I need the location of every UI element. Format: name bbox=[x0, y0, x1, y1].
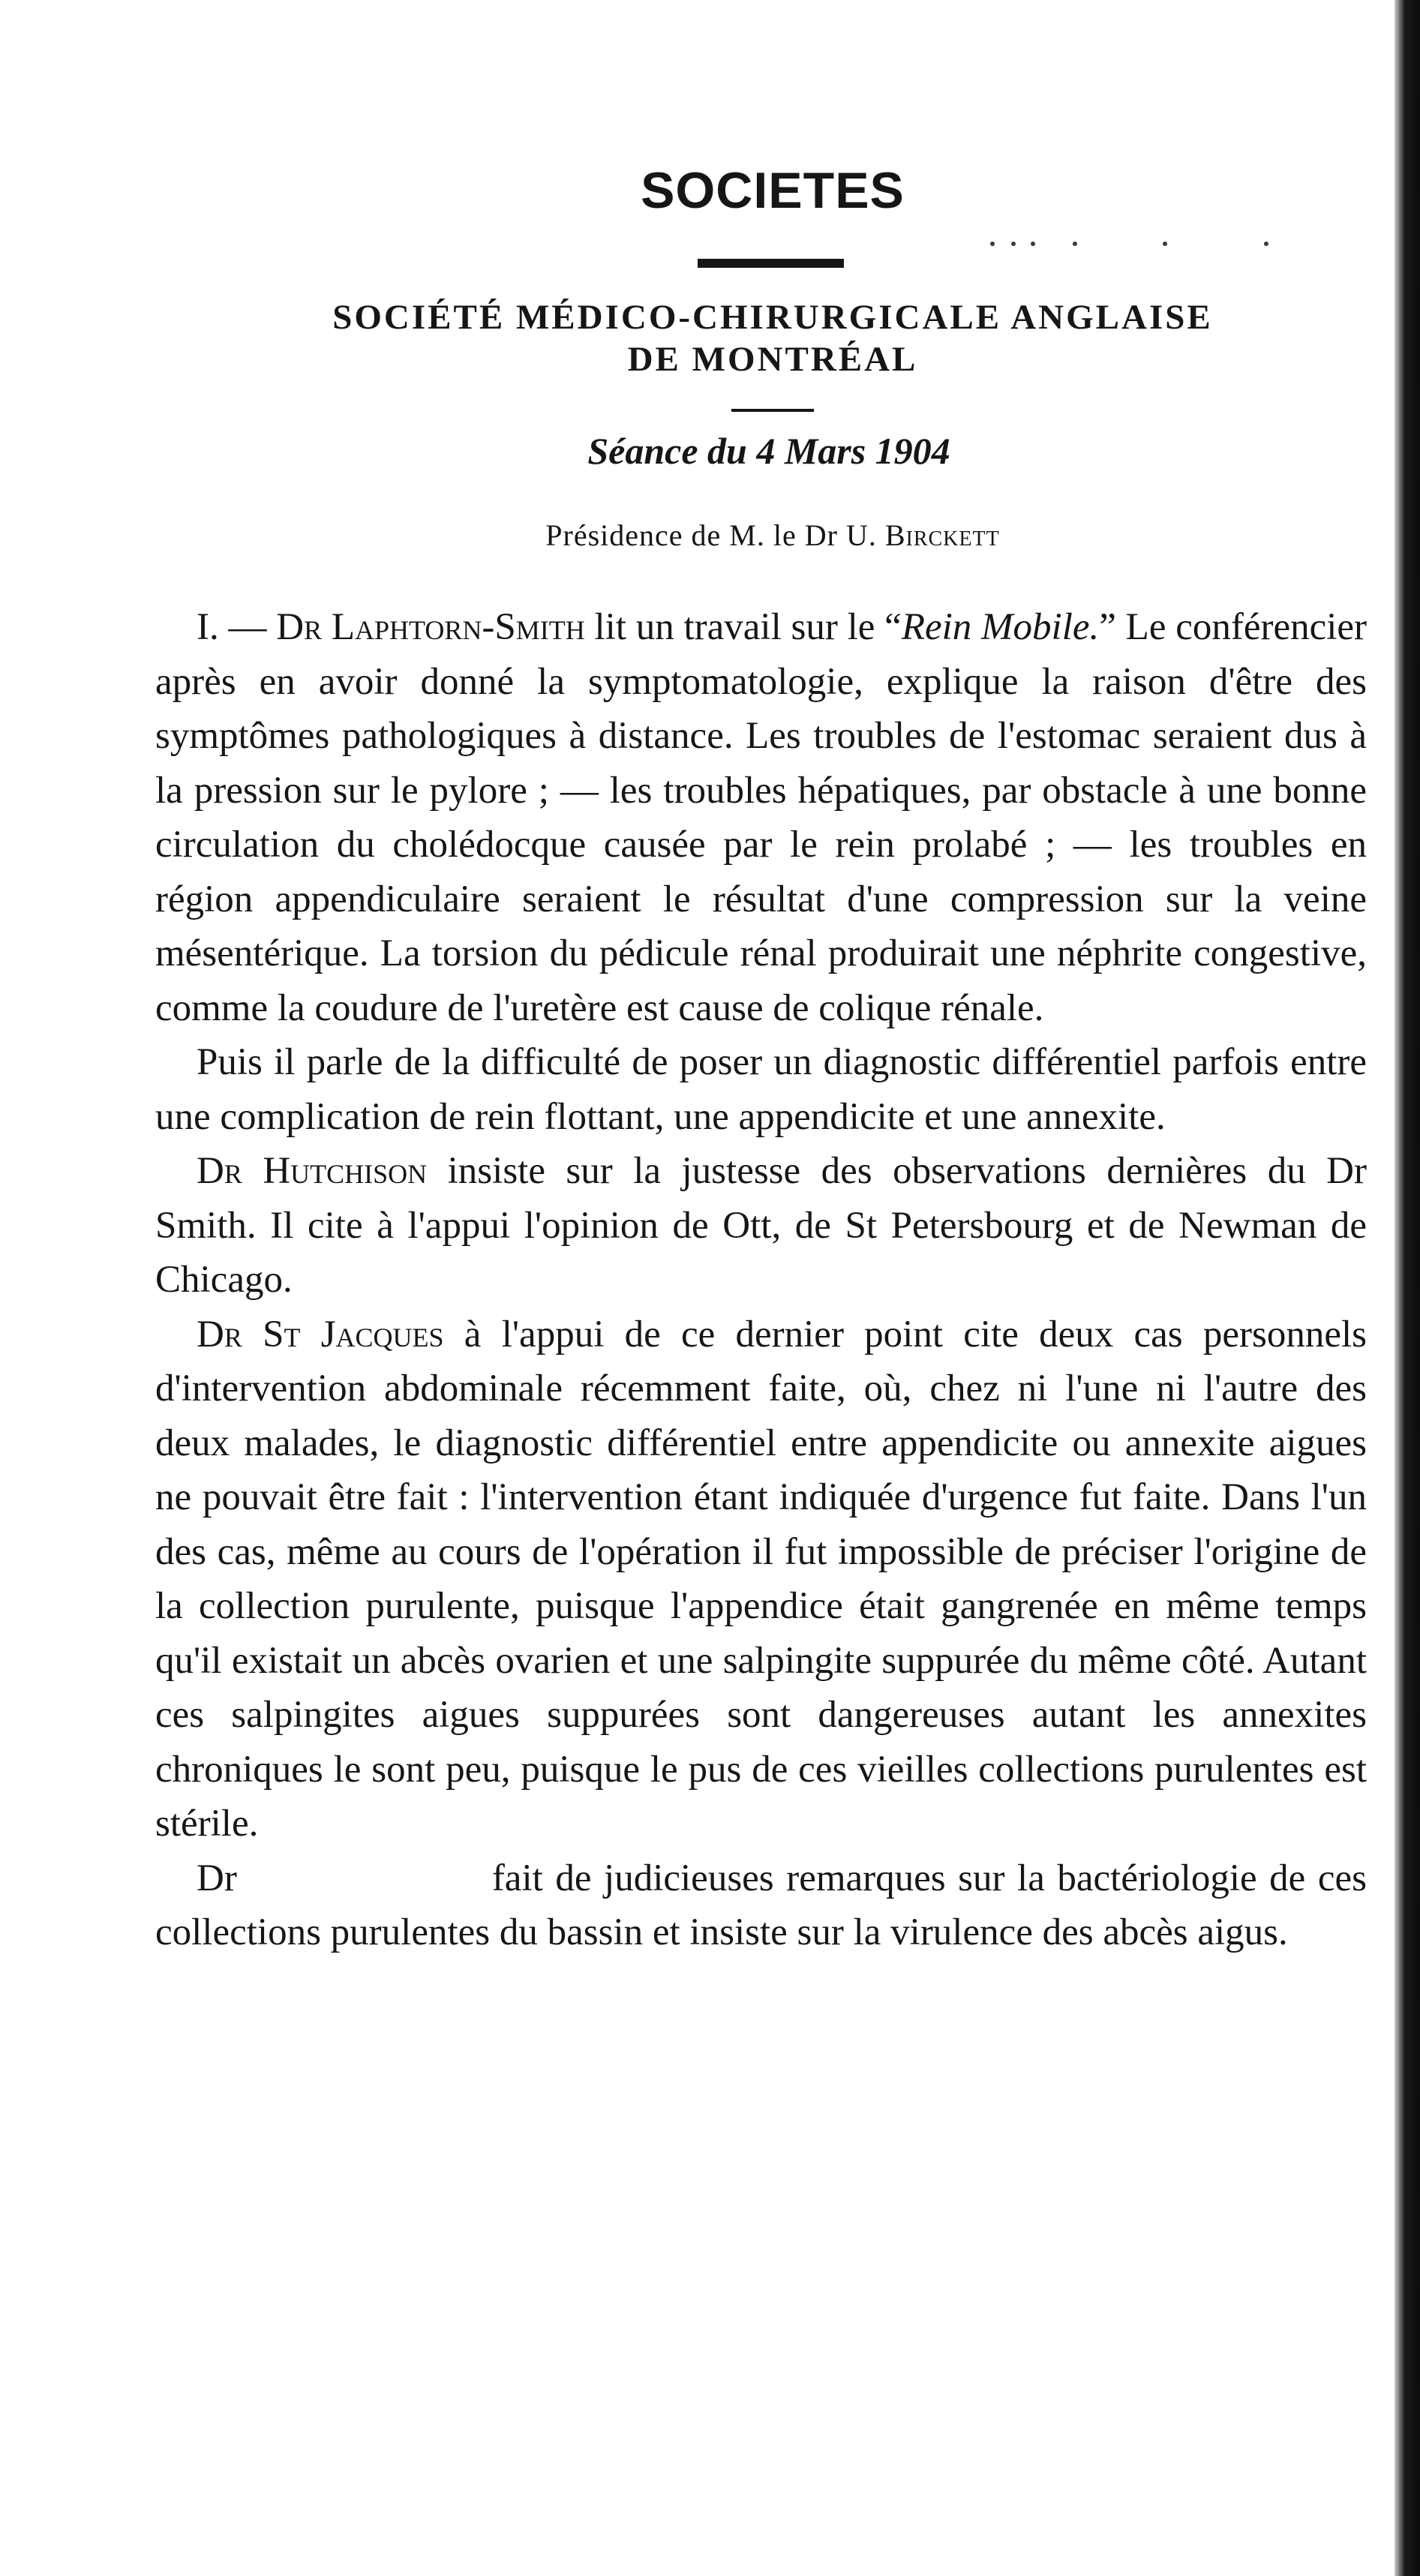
paragraph-5 bbox=[155, 1851, 1367, 1960]
society-name-line2: DE MONTRÉAL bbox=[627, 340, 918, 379]
paragraph-2 bbox=[155, 1035, 1367, 1144]
paragraph-text: lit un travail sur le “ bbox=[584, 606, 902, 648]
title-divider bbox=[698, 259, 844, 268]
presidence-prefix: Présidence de M. le Dr U. bbox=[545, 518, 885, 552]
article-body bbox=[155, 600, 1367, 1960]
paragraph-text: Puis il parle de la difficulté de poser un diagnostic différentiel parfois entre une complication de rein flottant, une appendicite et une annexite. bbox=[155, 1041, 1367, 1138]
page-title: SOCIETES bbox=[641, 162, 905, 219]
paper-title: Rein Mobile. bbox=[901, 606, 1100, 648]
print-specks bbox=[990, 239, 1275, 251]
subtitle-divider bbox=[731, 409, 814, 412]
speaker-name: Dr bbox=[197, 1857, 237, 1899]
paragraph-text: à l'appui de ce dernier point cite deux cas personnels d'intervention abdominale récemment faite, où, chez ni l'une ni l'autre des deux malades, le diagnostic différentiel entre appendicite ou annexite aigues ne pouvait être fait : l'intervention étant indiquée d'urgence fut faite. Dans l'un des cas, même au cours de l'opération il fut impossible de préciser l'origine de la collection purulente, puisque l'appendice était gangrenée en même temps qu'il existait un abcès ovarien et une salpingite suppurée du même côté. Autant ces salpingites aigues suppurées sont dangereuses autant les annexites chroniques le sont peu, puisque le pus de ces vieilles collections purulentes est stérile. bbox=[155, 1313, 1367, 1845]
speaker-name: Dr Laphtorn-Smith bbox=[276, 606, 585, 648]
paragraph-number: I. — bbox=[197, 606, 277, 648]
speaker-name: Dr St Jacques bbox=[197, 1313, 444, 1356]
president-name: Birckett bbox=[884, 518, 1000, 552]
paragraph-4 bbox=[155, 1308, 1367, 1851]
binding-edge-shadow bbox=[1394, 0, 1420, 2576]
paragraph-1 bbox=[155, 600, 1367, 1035]
paragraph-text: ” Le conférencier après en avoir donné la symptomatologie, explique la raison d'être des symptômes pathologiques à distance. Les troubles de l'estomac seraient dus à la pression sur le pylore ; — les troubles hépatiques, par obstacle à une bonne circulation du cholédocque causée par le rein prolabé ; — les troubles en région appendiculaire seraient le résultat d'une compression sur la veine mésentérique. La torsion du pédicule rénal produirait une néphrite congestive, comme la coudure de l'uretère est cause de colique rénale. bbox=[155, 606, 1367, 1029]
society-name-line1: SOCIÉTÉ MÉDICO-CHIRURGICALE ANGLAISE bbox=[332, 298, 1213, 337]
society-name bbox=[0, 296, 1420, 380]
paragraph-3 bbox=[155, 1144, 1367, 1308]
paragraph-text: fait de judicieuses remarques sur la bactériologie de ces collections purulentes du bassin et insiste sur la virulence des abcès aigus. bbox=[155, 1857, 1367, 1953]
paragraph-text: insiste sur la justesse des observations dernières du Dr Smith. Il cite à l'appui l'opinion de Ott, de St Petersbourg et de Newman de Chicago. bbox=[155, 1150, 1367, 1301]
speaker-name: Dr Hutchison bbox=[197, 1150, 428, 1192]
presidence-line bbox=[0, 518, 1420, 553]
session-date: Séance du 4 Mars 1904 bbox=[587, 430, 950, 472]
